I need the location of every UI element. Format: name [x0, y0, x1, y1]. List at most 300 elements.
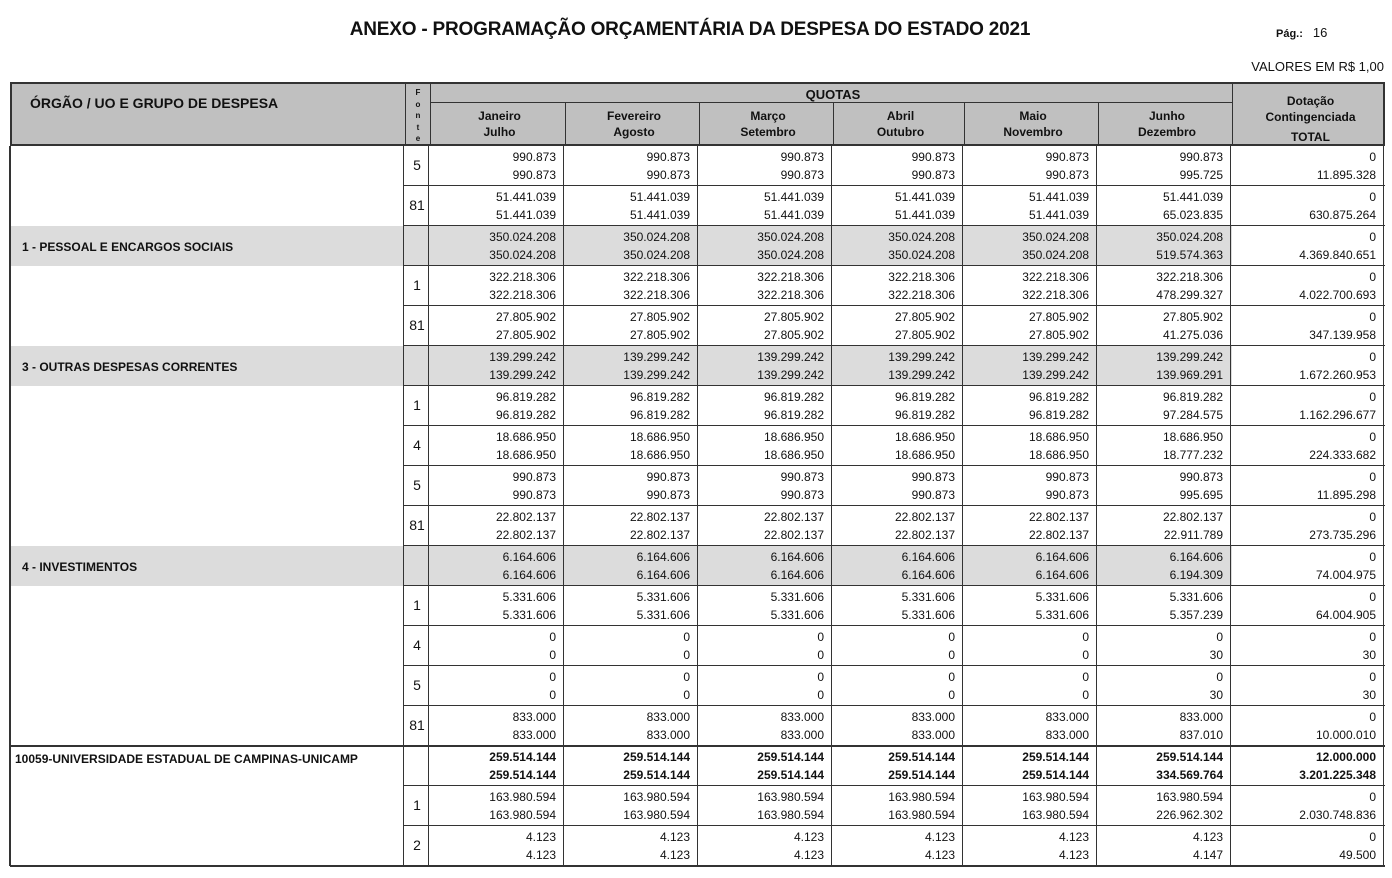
- grid-line: [1383, 266, 1384, 306]
- grid-line: [831, 506, 832, 546]
- grid-line: [428, 306, 429, 346]
- value-first-semester: 22.802.137: [894, 510, 955, 524]
- value-second-semester: 139.299.242: [489, 368, 556, 382]
- fonte-row: [10, 626, 1385, 666]
- grid-line: [428, 426, 429, 466]
- grid-line: [9, 186, 11, 226]
- fonte-row: [10, 706, 1385, 746]
- total-cell: [1232, 268, 1376, 304]
- grid-line: [9, 426, 11, 466]
- quota-cell: [833, 748, 955, 784]
- value-second-semester: 0: [549, 648, 556, 662]
- grid-line: [9, 146, 11, 186]
- value-second-semester: 27.805.902: [629, 328, 690, 342]
- header-month: [966, 108, 1100, 140]
- grid-line: [831, 466, 832, 506]
- grid-line: [403, 706, 404, 746]
- value-first-semester: 0: [1369, 590, 1376, 604]
- grid-line: [1383, 466, 1384, 506]
- page-number: 16: [1312, 25, 1328, 40]
- grid-line: [1096, 786, 1097, 826]
- value-second-semester: 833.000: [646, 728, 690, 742]
- grid-line: [1383, 386, 1384, 426]
- header-fonte-char: e: [415, 134, 421, 143]
- fonte-row: [10, 666, 1385, 706]
- fonte-code: 5: [413, 677, 421, 693]
- value-second-semester: 11.895.298: [1316, 488, 1376, 502]
- quota-cell: [964, 788, 1089, 824]
- value-first-semester: 322.218.306: [1156, 270, 1223, 284]
- grid-line: [563, 706, 564, 746]
- quota-cell: [430, 828, 556, 864]
- quota-cell: [1098, 228, 1223, 264]
- grid-line: [430, 102, 1232, 103]
- total-cell: [1232, 668, 1376, 704]
- value-second-semester: 6.164.606: [901, 568, 955, 582]
- grid-line: [9, 826, 11, 866]
- grid-line: [1230, 266, 1231, 306]
- grid-line: [9, 386, 11, 426]
- value-first-semester: 6.164.606: [1035, 550, 1089, 564]
- value-first-semester: 139.299.242: [1156, 350, 1223, 364]
- fonte-row: [10, 186, 1385, 226]
- value-first-semester: 0: [1369, 190, 1376, 204]
- quota-cell: [430, 428, 556, 464]
- value-first-semester: 6.164.606: [502, 550, 556, 564]
- value-first-semester: 4.123: [659, 830, 690, 844]
- value-second-semester: 259.514.144: [888, 768, 955, 782]
- value-first-semester: 350.024.208: [888, 230, 955, 244]
- quota-cell: [430, 148, 556, 184]
- quota-cell: [833, 548, 955, 584]
- value-first-semester: 322.218.306: [623, 270, 690, 284]
- value-first-semester: 18.686.950: [495, 430, 556, 444]
- value-second-semester: 139.969.291: [1156, 368, 1223, 382]
- grid-line: [697, 666, 698, 706]
- quota-cell: [833, 628, 955, 664]
- value-first-semester: 22.802.137: [1028, 510, 1089, 524]
- quota-cell: [964, 708, 1089, 744]
- fonte-row: [10, 786, 1385, 826]
- quota-cell: [1098, 188, 1223, 224]
- grid-line: [962, 546, 963, 586]
- grid-line: [1230, 586, 1231, 626]
- quota-cell: [833, 228, 955, 264]
- value-second-semester: 224.333.682: [1309, 448, 1376, 462]
- header-month-top: Fevereiro: [606, 109, 662, 123]
- grid-line: [563, 746, 564, 786]
- total-cell: [1232, 548, 1376, 584]
- value-second-semester: 30: [1209, 688, 1223, 702]
- value-second-semester: 4.022.700.693: [1299, 288, 1376, 302]
- value-second-semester: 18.686.950: [629, 448, 690, 462]
- header-month: [835, 108, 966, 140]
- value-first-semester: 22.802.137: [1162, 510, 1223, 524]
- quota-cell: [565, 508, 690, 544]
- quota-cell: [565, 468, 690, 504]
- value-second-semester: 259.514.144: [623, 768, 690, 782]
- grid-line: [831, 226, 832, 266]
- grid-line: [1096, 226, 1097, 266]
- value-second-semester: 65.023.835: [1162, 208, 1223, 222]
- value-first-semester: 4.123: [1058, 830, 1089, 844]
- grid-line: [1096, 386, 1097, 426]
- value-first-semester: 27.805.902: [763, 310, 824, 324]
- value-first-semester: 0: [1216, 670, 1223, 684]
- fonte-code: 81: [409, 197, 425, 213]
- grid-line: [428, 266, 429, 306]
- grid-line: [1096, 426, 1097, 466]
- value-second-semester: 51.441.039: [894, 208, 955, 222]
- grid-line: [831, 426, 832, 466]
- grid-line: [1230, 666, 1231, 706]
- grid-line: [430, 84, 431, 146]
- value-second-semester: 30: [1362, 688, 1376, 702]
- grid-line: [403, 826, 404, 866]
- quota-cell: [565, 348, 690, 384]
- quota-cell: [430, 508, 556, 544]
- value-first-semester: 990.873: [512, 150, 556, 164]
- header-fonte: [407, 87, 429, 145]
- grid-line: [403, 506, 404, 546]
- value-second-semester: 27.805.902: [894, 328, 955, 342]
- quota-cell: [1098, 548, 1223, 584]
- header-month: [1100, 108, 1234, 140]
- quota-cell: [430, 628, 556, 664]
- quota-cell: [833, 188, 955, 224]
- value-first-semester: 139.299.242: [757, 350, 824, 364]
- value-first-semester: 0: [1369, 390, 1376, 404]
- quota-cell: [833, 468, 955, 504]
- total-cell: [1232, 748, 1376, 784]
- total-cell: [1232, 588, 1376, 624]
- total-cell: [1232, 428, 1376, 464]
- grid-line: [697, 426, 698, 466]
- value-first-semester: 22.802.137: [629, 510, 690, 524]
- value-second-semester: 6.164.606: [636, 568, 690, 582]
- value-second-semester: 22.802.137: [1028, 528, 1089, 542]
- grid-line: [428, 706, 429, 746]
- grid-line: [831, 666, 832, 706]
- fonte-row: [10, 826, 1385, 866]
- fonte-code: 5: [413, 157, 421, 173]
- value-first-semester: 0: [1369, 230, 1376, 244]
- grid-line: [563, 426, 564, 466]
- value-second-semester: 519.574.363: [1156, 248, 1223, 262]
- value-second-semester: 96.819.282: [763, 408, 824, 422]
- value-first-semester: 833.000: [512, 710, 556, 724]
- group-row: [10, 546, 1385, 586]
- value-first-semester: 139.299.242: [623, 350, 690, 364]
- fonte-row: [10, 386, 1385, 426]
- value-second-semester: 0: [948, 648, 955, 662]
- quota-cell: [699, 548, 824, 584]
- grid-line: [962, 706, 963, 746]
- fonte-row: [10, 506, 1385, 546]
- grid-line: [1383, 426, 1384, 466]
- value-first-semester: 0: [683, 670, 690, 684]
- value-first-semester: 0: [683, 630, 690, 644]
- value-first-semester: 322.218.306: [489, 270, 556, 284]
- quota-cell: [833, 308, 955, 344]
- fonte-code: 4: [413, 437, 421, 453]
- header-total-line2: Contingenciada: [1265, 110, 1356, 124]
- value-first-semester: 18.686.950: [1028, 430, 1089, 444]
- quota-cell: [430, 268, 556, 304]
- value-first-semester: 322.218.306: [1022, 270, 1089, 284]
- quota-cell: [430, 308, 556, 344]
- value-first-semester: 0: [1369, 550, 1376, 564]
- value-first-semester: 350.024.208: [1156, 230, 1223, 244]
- grid-line: [697, 266, 698, 306]
- value-second-semester: 990.873: [646, 488, 690, 502]
- quota-cell: [964, 428, 1089, 464]
- value-first-semester: 0: [948, 630, 955, 644]
- header-fonte-char: t: [416, 122, 420, 132]
- total-cell: [1232, 308, 1376, 344]
- grid-line: [403, 786, 404, 826]
- grid-line: [428, 186, 429, 226]
- value-second-semester: 22.802.137: [629, 528, 690, 542]
- value-second-semester: 322.218.306: [623, 288, 690, 302]
- grid-line: [9, 226, 11, 266]
- quota-cell: [565, 188, 690, 224]
- value-second-semester: 5.331.606: [901, 608, 955, 622]
- value-first-semester: 139.299.242: [1022, 350, 1089, 364]
- value-second-semester: 990.873: [780, 488, 824, 502]
- report-title-text: ANEXO - PROGRAMAÇÃO ORÇAMENTÁRIA DA DESPESA DO ESTADO 2021: [349, 19, 1031, 40]
- quota-cell: [565, 388, 690, 424]
- total-cell: [1232, 628, 1376, 664]
- value-first-semester: 18.686.950: [894, 430, 955, 444]
- value-first-semester: 5.331.606: [770, 590, 824, 604]
- grid-line: [831, 546, 832, 586]
- grid-line: [9, 586, 11, 626]
- header-total: [1234, 93, 1387, 145]
- value-second-semester: 259.514.144: [1022, 768, 1089, 782]
- value-first-semester: 5.331.606: [502, 590, 556, 604]
- quota-cell: [699, 188, 824, 224]
- value-first-semester: 350.024.208: [1022, 230, 1089, 244]
- grid-line: [428, 826, 429, 866]
- quota-cell: [1098, 828, 1223, 864]
- value-first-semester: 259.514.144: [1156, 750, 1223, 764]
- grid-line: [831, 746, 832, 786]
- report-title: [0, 19, 1380, 41]
- value-first-semester: 0: [1082, 630, 1089, 644]
- value-first-semester: 0: [1369, 150, 1376, 164]
- value-first-semester: 0: [1369, 270, 1376, 284]
- fonte-code: 4: [413, 637, 421, 653]
- grid-line: [428, 346, 429, 386]
- value-first-semester: 51.441.039: [1028, 190, 1089, 204]
- grid-line: [697, 346, 698, 386]
- value-first-semester: 18.686.950: [1162, 430, 1223, 444]
- value-first-semester: 0: [1369, 470, 1376, 484]
- quota-cell: [1098, 388, 1223, 424]
- value-first-semester: 163.980.594: [888, 790, 955, 804]
- quota-cell: [565, 788, 690, 824]
- quota-cell: [699, 588, 824, 624]
- value-first-semester: 0: [817, 670, 824, 684]
- quota-cell: [699, 228, 824, 264]
- value-second-semester: 833.000: [911, 728, 955, 742]
- grid-line: [428, 586, 429, 626]
- value-second-semester: 334.569.764: [1156, 768, 1223, 782]
- total-cell: [1232, 348, 1376, 384]
- fonte-code: 1: [413, 397, 421, 413]
- grid-line: [428, 386, 429, 426]
- value-first-semester: 163.980.594: [1022, 790, 1089, 804]
- value-second-semester: 4.147: [1192, 848, 1223, 862]
- grid-line: [831, 786, 832, 826]
- value-second-semester: 139.299.242: [757, 368, 824, 382]
- grid-line: [563, 306, 564, 346]
- grid-line: [831, 386, 832, 426]
- grid-line: [9, 266, 11, 306]
- grid-line: [831, 826, 832, 866]
- value-first-semester: 0: [948, 670, 955, 684]
- value-second-semester: 5.331.606: [770, 608, 824, 622]
- quota-cell: [964, 588, 1089, 624]
- value-first-semester: 51.441.039: [629, 190, 690, 204]
- value-second-semester: 5.331.606: [1035, 608, 1089, 622]
- grid-line: [1230, 226, 1231, 266]
- value-first-semester: 0: [549, 630, 556, 644]
- total-cell: [1232, 228, 1376, 264]
- quota-cell: [1098, 268, 1223, 304]
- quota-cell: [833, 708, 955, 744]
- grid-line: [1383, 826, 1384, 866]
- grid-line: [697, 706, 698, 746]
- grid-line: [403, 466, 404, 506]
- grid-line: [697, 626, 698, 666]
- grid-line: [1230, 466, 1231, 506]
- grid-line: [9, 346, 11, 386]
- grid-line: [697, 146, 698, 186]
- grid-line: [428, 146, 429, 186]
- group-row: [10, 346, 1385, 386]
- value-first-semester: 96.819.282: [629, 390, 690, 404]
- grid-line: [403, 226, 404, 266]
- grid-line: [403, 306, 404, 346]
- value-second-semester: 6.164.606: [770, 568, 824, 582]
- grid-line: [962, 506, 963, 546]
- total-cell: [1232, 388, 1376, 424]
- grid-line: [1096, 466, 1097, 506]
- header-month-bottom: Novembro: [1003, 125, 1063, 139]
- quota-cell: [430, 348, 556, 384]
- grid-line: [403, 626, 404, 666]
- quota-cell: [964, 308, 1089, 344]
- value-first-semester: 990.873: [911, 470, 955, 484]
- value-first-semester: 22.802.137: [495, 510, 556, 524]
- quota-cell: [699, 748, 824, 784]
- grid-line: [831, 266, 832, 306]
- header-fonte-char: n: [415, 111, 421, 120]
- grid-line: [1383, 186, 1384, 226]
- units-note: VALORES EM R$ 1,00: [1251, 59, 1384, 74]
- header-month-bottom: Agosto: [613, 125, 655, 139]
- value-first-semester: 990.873: [1045, 470, 1089, 484]
- quota-cell: [565, 708, 690, 744]
- value-first-semester: 990.873: [780, 470, 824, 484]
- value-first-semester: 350.024.208: [489, 230, 556, 244]
- grid-line: [403, 266, 404, 306]
- value-second-semester: 833.000: [780, 728, 824, 742]
- grid-line: [428, 546, 429, 586]
- value-first-semester: 96.819.282: [763, 390, 824, 404]
- value-first-semester: 0: [1369, 430, 1376, 444]
- header-month-bottom: Setembro: [740, 125, 796, 139]
- quota-cell: [964, 228, 1089, 264]
- quota-cell: [833, 388, 955, 424]
- value-second-semester: 30: [1209, 648, 1223, 662]
- value-second-semester: 259.514.144: [489, 768, 556, 782]
- fonte-code: 81: [409, 717, 425, 733]
- grid-line: [1096, 586, 1097, 626]
- grid-line: [1096, 186, 1097, 226]
- grid-line: [697, 746, 698, 786]
- value-second-semester: 630.875.264: [1309, 208, 1376, 222]
- value-second-semester: 6.194.309: [1169, 568, 1223, 582]
- grid-line: [697, 786, 698, 826]
- value-first-semester: 51.441.039: [495, 190, 556, 204]
- quota-cell: [699, 388, 824, 424]
- grid-line: [697, 306, 698, 346]
- value-first-semester: 0: [1369, 350, 1376, 364]
- value-second-semester: 18.686.950: [1028, 448, 1089, 462]
- fonte-row: [10, 146, 1385, 186]
- fonte-row: [10, 266, 1385, 306]
- value-second-semester: 6.164.606: [502, 568, 556, 582]
- total-cell: [1232, 188, 1376, 224]
- quota-cell: [1098, 588, 1223, 624]
- quota-cell: [565, 748, 690, 784]
- quota-cell: [964, 828, 1089, 864]
- grid-line: [962, 346, 963, 386]
- quota-cell: [833, 828, 955, 864]
- grid-line: [563, 586, 564, 626]
- quota-cell: [430, 228, 556, 264]
- header-month-top: Janeiro: [478, 109, 521, 123]
- value-first-semester: 4.123: [1192, 830, 1223, 844]
- quota-cell: [699, 148, 824, 184]
- quota-cell: [964, 388, 1089, 424]
- quota-cell: [1098, 348, 1223, 384]
- grid-line: [962, 626, 963, 666]
- value-first-semester: 163.980.594: [623, 790, 690, 804]
- grid-line: [9, 306, 11, 346]
- value-second-semester: 833.000: [512, 728, 556, 742]
- quota-cell: [1098, 508, 1223, 544]
- quota-cell: [1098, 308, 1223, 344]
- value-first-semester: 51.441.039: [763, 190, 824, 204]
- value-second-semester: 990.873: [911, 168, 955, 182]
- header-month-top: Junho: [1149, 109, 1185, 123]
- value-first-semester: 990.873: [1045, 150, 1089, 164]
- value-first-semester: 833.000: [1045, 710, 1089, 724]
- grid-line: [9, 626, 11, 666]
- value-second-semester: 22.802.137: [763, 528, 824, 542]
- quota-cell: [430, 388, 556, 424]
- quota-cell: [964, 348, 1089, 384]
- grid-line: [831, 706, 832, 746]
- quota-cell: [964, 188, 1089, 224]
- value-second-semester: 49.500: [1339, 848, 1376, 862]
- value-first-semester: 139.299.242: [888, 350, 955, 364]
- grid-line: [697, 386, 698, 426]
